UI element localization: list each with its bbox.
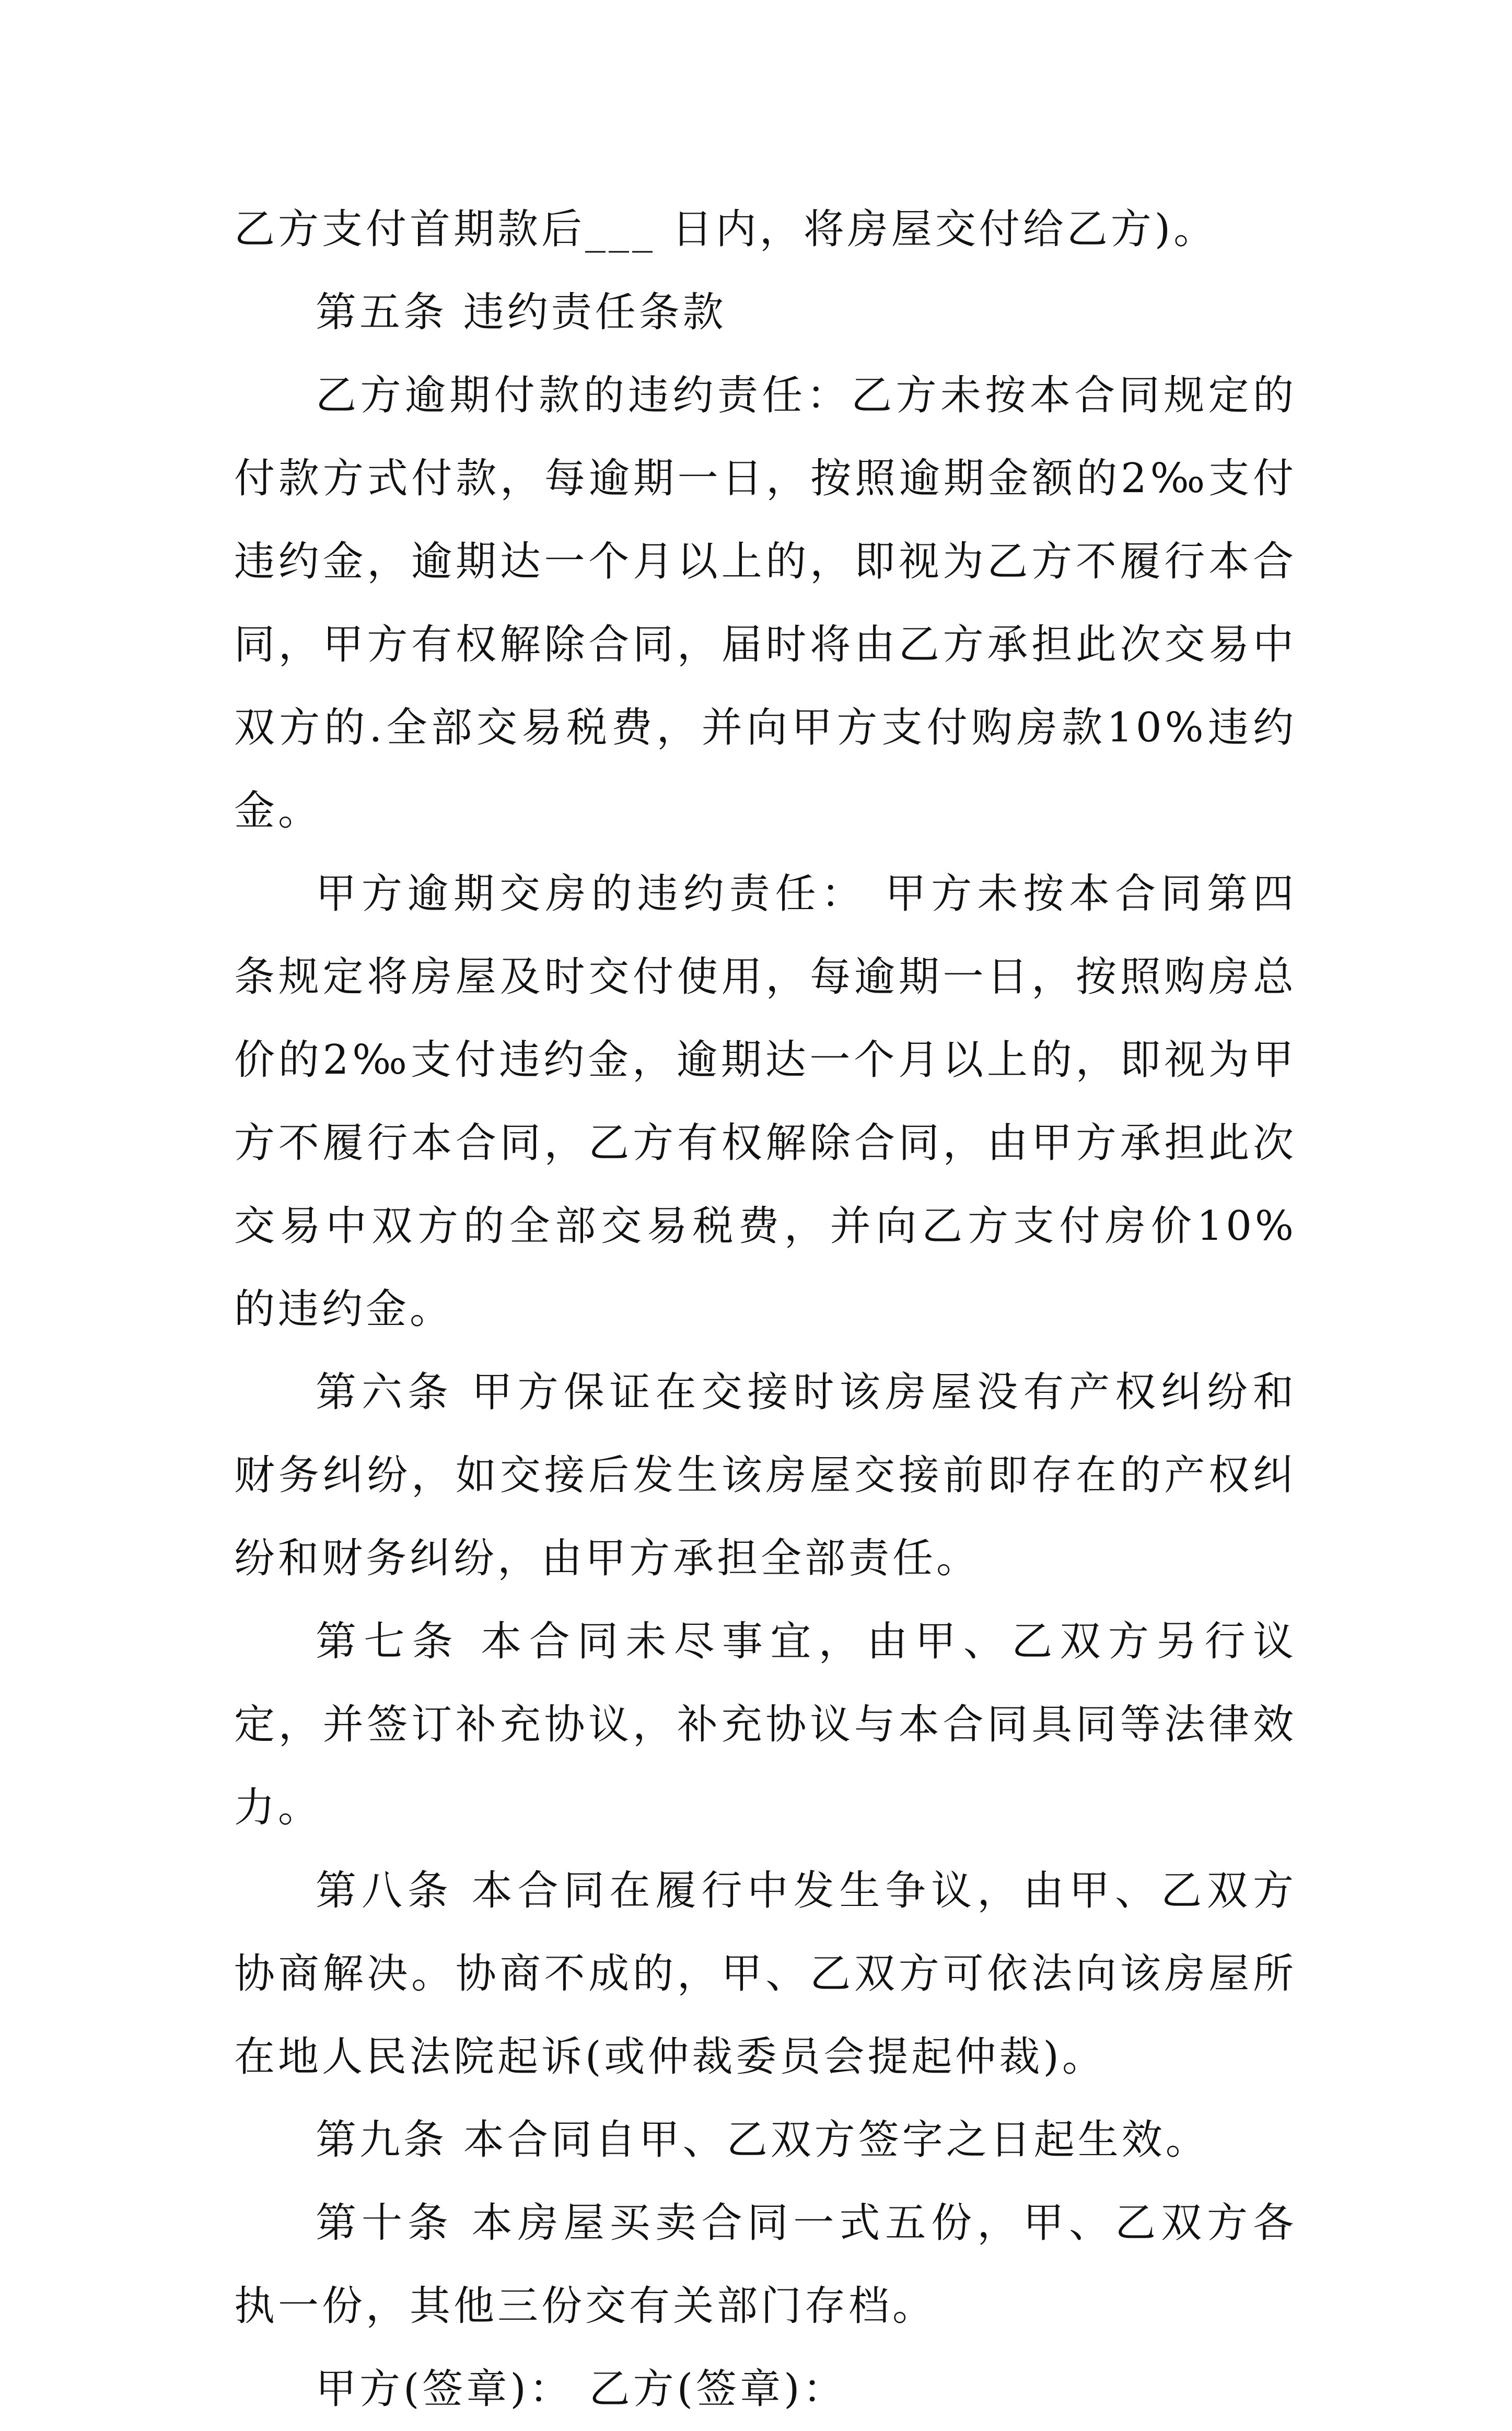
article-10-paragraph: 第十条 本房屋买卖合同一式五份，甲、乙双方各执一份，其他三份交有关部门存档。 (234, 2200, 1297, 2330)
paragraph-continuation: 乙方支付首期款后___ 日内，将房屋交付给乙方)。 (234, 206, 1218, 253)
buyer-late-payment-clause: 乙方逾期付款的违约责任：乙方未按本合同规定的付款方式付款，每逾期一日，按照逾期金额的2‰支付违约金，逾期达一个月以上的，即视为乙方不履行本合同，甲方有权解除合同，届时将由乙方承担此次交易中双方的.全部交易税费，并向甲方支付购房款10%违约金。 (234, 372, 1297, 834)
article-5-heading: 第五条 违约责任条款 (316, 289, 727, 336)
article-8-paragraph: 第八条 本合同在履行中发生争议，由甲、乙双方协商解决。协商不成的，甲、乙双方可依法向该房屋所在地人民法院起诉(或仲裁委员会提起仲裁)。 (234, 1867, 1297, 2080)
article-9-paragraph: 第九条 本合同自甲、乙双方签字之日起生效。 (316, 2116, 1209, 2164)
contract-text (234, 188, 1297, 2431)
article-7-paragraph: 第七条 本合同未尽事宜，由甲、乙双方另行议定，并签订补充协议，补充协议与本合同具同等法律效力。 (234, 1618, 1297, 1831)
signature-line: 甲方(签章)： 乙方(签章)： (316, 2366, 847, 2413)
seller-late-delivery-clause: 甲方逾期交房的违约责任： 甲方未按本合同第四条规定将房屋及时交付使用，每逾期一日，按照购房总价的2‰支付违约金，逾期达一个月以上的，即视为甲方不履行本合同，乙方有权解除合同，由甲方承担此次交易中双方的全部交易税费，并向乙方支付房价10%的违约金。 (234, 870, 1297, 1333)
article-6-paragraph: 第六条 甲方保证在交接时该房屋没有产权纠纷和财务纠纷，如交接后发生该房屋交接前即存在的产权纠纷和财务纠纷，由甲方承担全部责任。 (234, 1369, 1297, 1582)
